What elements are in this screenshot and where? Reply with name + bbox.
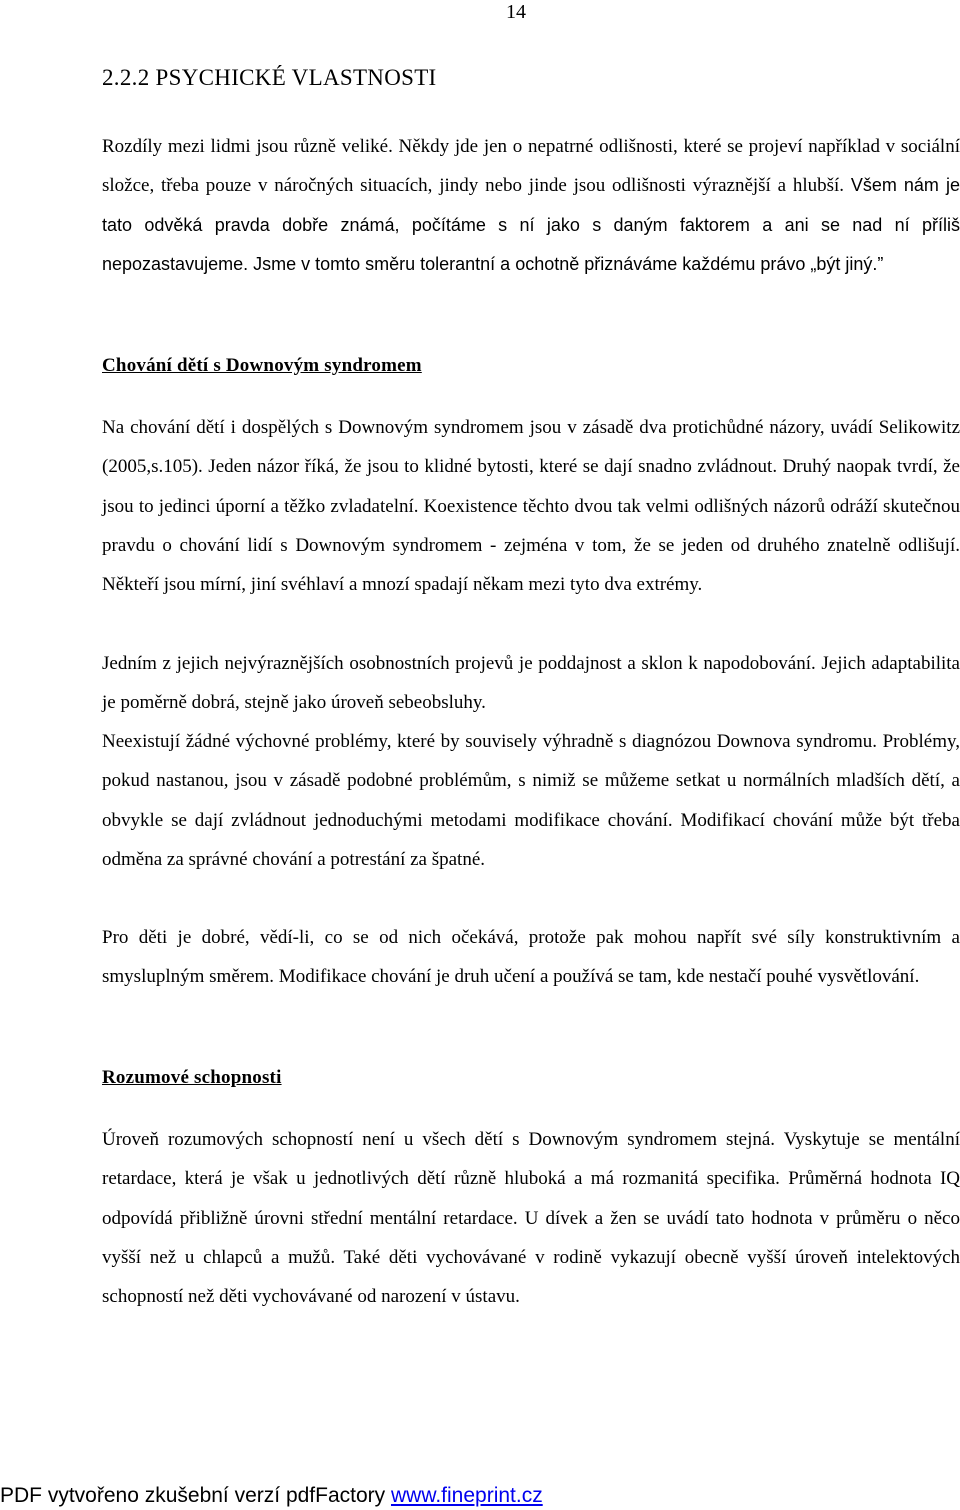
intro-paragraph bbox=[102, 127, 960, 284]
behavior-paragraph-1: Na chování dětí i dospělých s Downovým syndromem jsou v zásadě dva protichůdné názory, uvádí Selikowitz (2005,s.105). Jeden názor říká, že jsou to klidné bytosti, které se dají snadno zvládnout. Druhý naopak tvrdí, že jsou to jedinci úporní a těžko zvladatelní. Koexistence těchto dvou tak velmi odlišných názorů odráží skutečnou pravdu o chování lidí s Downovým syndromem - zejména v tom, že se jeden od druhého znatelně odlišují. Někteří jsou mírní, jiní svéhlaví a mnozí spadají někam mezi tyto dva extrémy. bbox=[102, 417, 960, 596]
cognitive-heading: Rozumové schopnosti bbox=[102, 1067, 282, 1088]
cognitive-paragraph-1: Úroveň rozumových schopností není u všech dětí s Downovým syndromem stejná. Vyskytuje se mentální retardace, která je však u jednotlivých dětí různě hluboká a má rozmanitá specifika. Průměrná hodnota IQ odpovídá přibližně úrovni střední mentální retardace. U dívek a žen se uvádí tato hodnota v průměru o něco vyšší než u chlapců a mužů. Také děti vychovávané v rodině vykazují obecně vyšší úroveň intelektových schopností než děti vychovávané od narození v ústavu. bbox=[102, 1129, 960, 1308]
behavior-paragraph-4: Pro děti je dobré, vědí-li, co se od nich očekává, protože pak mohou napřít své síly konstruktivním a smysluplným směrem. Modifikace chování je druh učení a používá se tam, kde nestačí pouhé vysvětlování. bbox=[102, 927, 960, 988]
behavior-paragraph-2: Jedním z jejich nejvýraznějších osobnostních projevů je poddajnost a sklon k napodobování. Jejich adaptabilita je poměrně dobrá, stejně jako úroveň sebeobsluhy. bbox=[102, 653, 960, 714]
intro-text-serif: Rozdíly mezi lidmi jsou různě veliké. Někdy jde jen o nepatrné odlišnosti, které se projeví například v sociální složce, třeba pouze v náročných situacích, jindy nebo jinde jsou odlišnosti výraznější a hlubší. bbox=[102, 136, 960, 197]
behavior-heading: Chování dětí s Downovým syndromem bbox=[102, 355, 422, 376]
intro-text-sans: Všem nám je tato odvěká pravda dobře známá, počítáme s ní jako s daným faktorem a ani se nad ní příliš nepozastavujeme. Jsme v tomto směru tolerantní a ochotně přiznáváme každému právo „být jiný.” bbox=[102, 175, 960, 274]
behavior-paragraph-3: Neexistují žádné výchovné problémy, které by souvisely výhradně s diagnózou Downova syndromu. Problémy, pokud nastanou, jsou v zásadě podobné problémům, s nimiž se můžeme setkat u normálních mladších dětí, a obvykle se dají zvládnout jednoduchými metodami modifikace chování. Modifikací chování může být třeba odměna za správné chování a potrestání za špatné. bbox=[102, 731, 960, 870]
pdf-footer bbox=[0, 1482, 543, 1510]
section-heading: 2.2.2 PSYCHICKÉ VLASTNOSTI bbox=[102, 65, 437, 90]
page-number: 14 bbox=[506, 1, 526, 23]
footer-link[interactable]: www.fineprint.cz bbox=[390, 1484, 543, 1507]
footer-text: PDF vytvořeno zkušební verzí pdfFactory bbox=[0, 1484, 391, 1507]
